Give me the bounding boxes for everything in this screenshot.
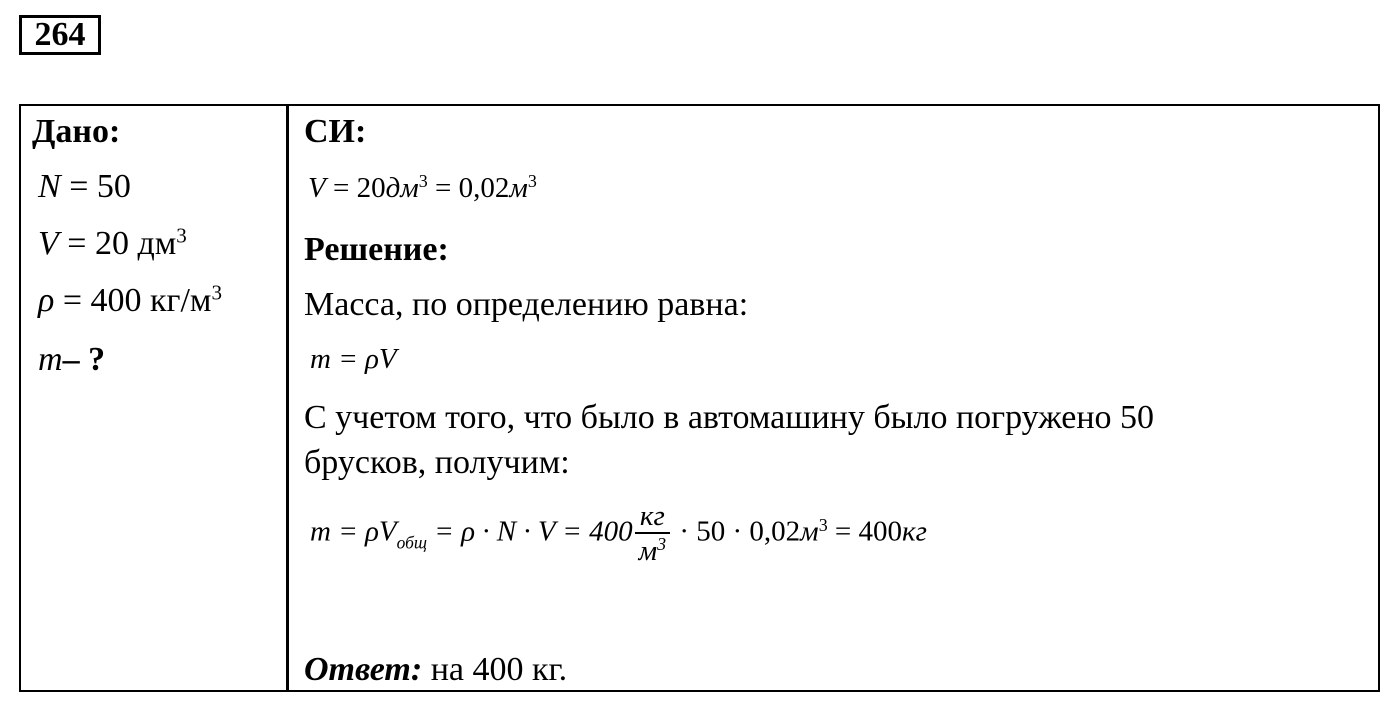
unit-fraction xyxy=(635,500,671,568)
total-mass-formula xyxy=(310,500,927,568)
fraction-numerator: кг xyxy=(635,500,671,534)
si-conversion-formula xyxy=(308,172,537,205)
given-row-rho xyxy=(38,281,222,321)
si-dm-unit: дм xyxy=(385,172,419,204)
si-eq1: = 20 xyxy=(325,172,386,204)
given-unit-exponent: 3 xyxy=(176,223,187,248)
formula-sup: 3 xyxy=(818,514,828,535)
si-eq2: = 0,02 xyxy=(427,172,510,204)
given-question: – ? xyxy=(62,341,106,378)
formula-part3: · 50 · 0,02 xyxy=(672,515,801,548)
given-row-n xyxy=(38,167,131,207)
solution-heading: Решение: xyxy=(304,231,449,268)
given-value: = 400 кг/м xyxy=(62,282,212,319)
given-heading: Дано: xyxy=(32,113,121,150)
given-value: = 50 xyxy=(69,168,131,205)
formula-subscript: общ xyxy=(396,532,427,553)
solution-line-1: Масса, по определению равна: xyxy=(304,286,749,323)
given-symbol: V xyxy=(38,225,59,262)
problem-number: 264 xyxy=(19,15,101,55)
formula-part1: m = ρV xyxy=(310,515,397,548)
solution-line-2: С учетом того, что было в автомашину было погружено 50 xyxy=(304,399,1155,436)
given-row-unknown xyxy=(38,340,105,380)
given-symbol: ρ xyxy=(38,282,55,319)
answer-text: на 400 кг. xyxy=(422,651,568,688)
formula-m-unit: м xyxy=(800,515,819,548)
si-m-unit: м xyxy=(509,172,528,204)
solution-line-3: брусков, получим: xyxy=(304,444,570,481)
formula-part2: = ρ · N · V = 400 xyxy=(427,515,633,548)
formula-kg-unit: кг xyxy=(902,515,927,548)
given-symbol: m xyxy=(38,341,63,378)
answer xyxy=(304,650,567,690)
si-heading: СИ: xyxy=(304,113,367,150)
mass-formula: m = ρV xyxy=(310,343,397,375)
formula-part4: = 400 xyxy=(827,515,903,548)
answer-label: Ответ: xyxy=(304,651,423,688)
si-sup2: 3 xyxy=(527,171,537,192)
si-sup1: 3 xyxy=(418,171,428,192)
column-divider xyxy=(286,104,289,692)
fraction-denominator: $м^3$ xyxy=(638,534,667,567)
given-value: = 20 дм xyxy=(67,225,177,262)
given-row-v xyxy=(38,224,187,264)
given-symbol: N xyxy=(38,168,61,205)
given-unit-exponent: 3 xyxy=(211,280,222,305)
si-volume-symbol: V xyxy=(308,172,326,204)
